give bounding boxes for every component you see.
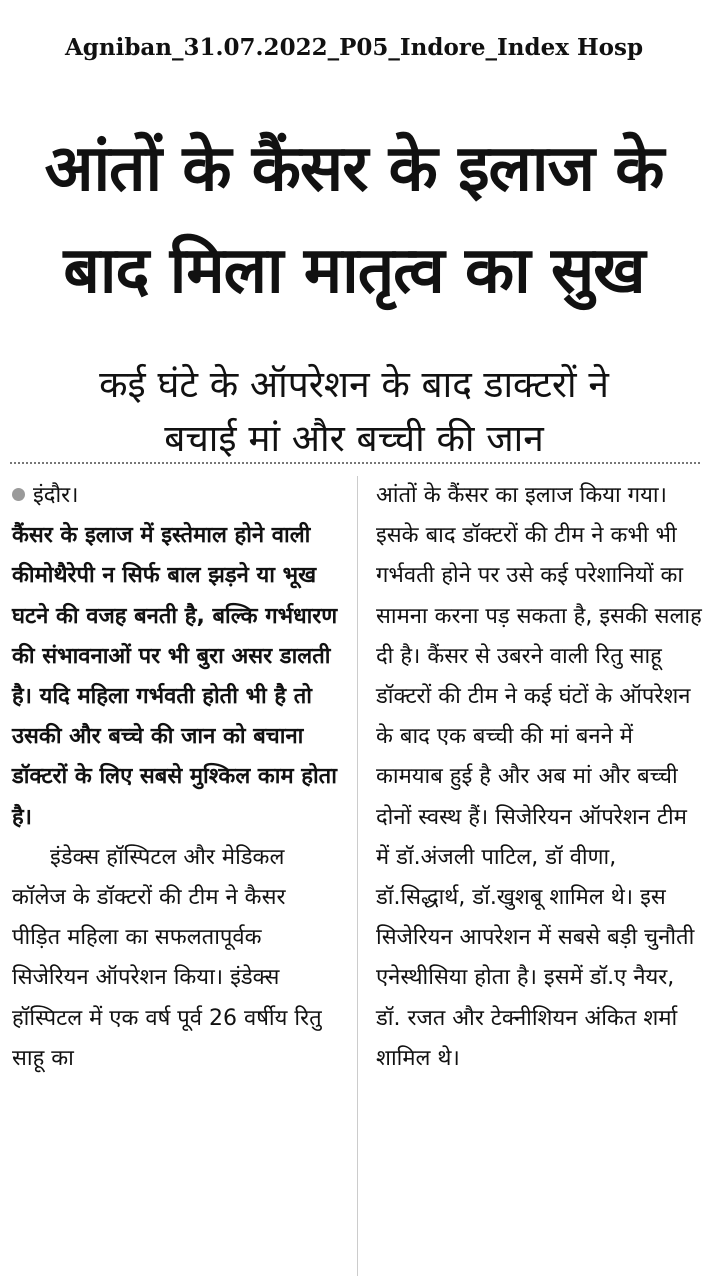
clipping-caption: Agniban_31.07.2022_P05_Indore_Index Hosp [64, 34, 644, 61]
subheadline-line-2: बचाई मां और बच्ची की जान [164, 417, 544, 460]
article-lead: कैंसर के इलाज में इस्तेमाल होने वाली कीमोथैरेपी न सिर्फ बाल झड़ने या भूख घटने की वजह बनती है, बल्कि गर्भधारण की संभावनाओं पर भी बुरा असर डालती है। यदि महिला गर्भवती होती भी है तो उसकी और बच्चे की जान को बचाना डॉक्टरों के लिए सबसे मुश्किल काम होता है। [12, 523, 338, 830]
article-paragraph-left: इंडेक्स हॉस्पिटल और मेडिकल कॉलेज के डॉक्टरों की टीम ने कैसर पीड़ित महिला का सफलतापूर्वक सिजेरियन ऑपरेशन किया। इंडेक्स हॉस्पिटल में एक वर्ष पूर्व 26 वर्षीय रितु साहू का [12, 844, 322, 1071]
column-divider [357, 476, 358, 1276]
dateline-text: इंदौर। [33, 483, 79, 508]
bullet-dot-icon [12, 488, 25, 501]
article-column-right [376, 476, 702, 1079]
subheadline [10, 358, 698, 466]
article-paragraph-right: आंतों के कैंसर का इलाज किया गया। इसके बाद डॉक्टरों की टीम ने कभी भी गर्भवती होने पर उसे कई परेशानियों का सामना करना पड़ सकता है, इसकी सलाह दी है। कैंसर से उबरने वाली रितु साहू डॉक्टरों की टीम ने कई घंटों के ऑपरेशन के बाद एक बच्ची की मां बनने में कामयाब हुई है और अब मां और बच्ची दोनों स्वस्थ हैं। सिजेरियन ऑपरेशन टीम में डॉ.अंजली पाटिल, डॉ वीणा, डॉ.सिद्धार्थ, डॉ.खुशबू शामिल थे। इस सिजेरियन आपरेशन में सबसे बड़ी चुनौती एनेस्थीसिया होता है। इसमें डॉ.ए नैयर, डॉ. रजत और टेक्नीशियन अंकित शर्मा शामिल थे। [376, 483, 702, 1071]
dateline [12, 476, 340, 516]
headline-line-2: बाद मिला मातृत्व का सुख [63, 234, 645, 308]
headline [10, 118, 698, 322]
article-column-left [12, 476, 340, 1079]
headline-line-1: आंतों के कैंसर के इलाज के [44, 132, 664, 206]
dotted-divider [10, 462, 700, 464]
subheadline-line-1: कई घंटे के ऑपरेशन के बाद डाक्टरों ने [99, 363, 609, 406]
